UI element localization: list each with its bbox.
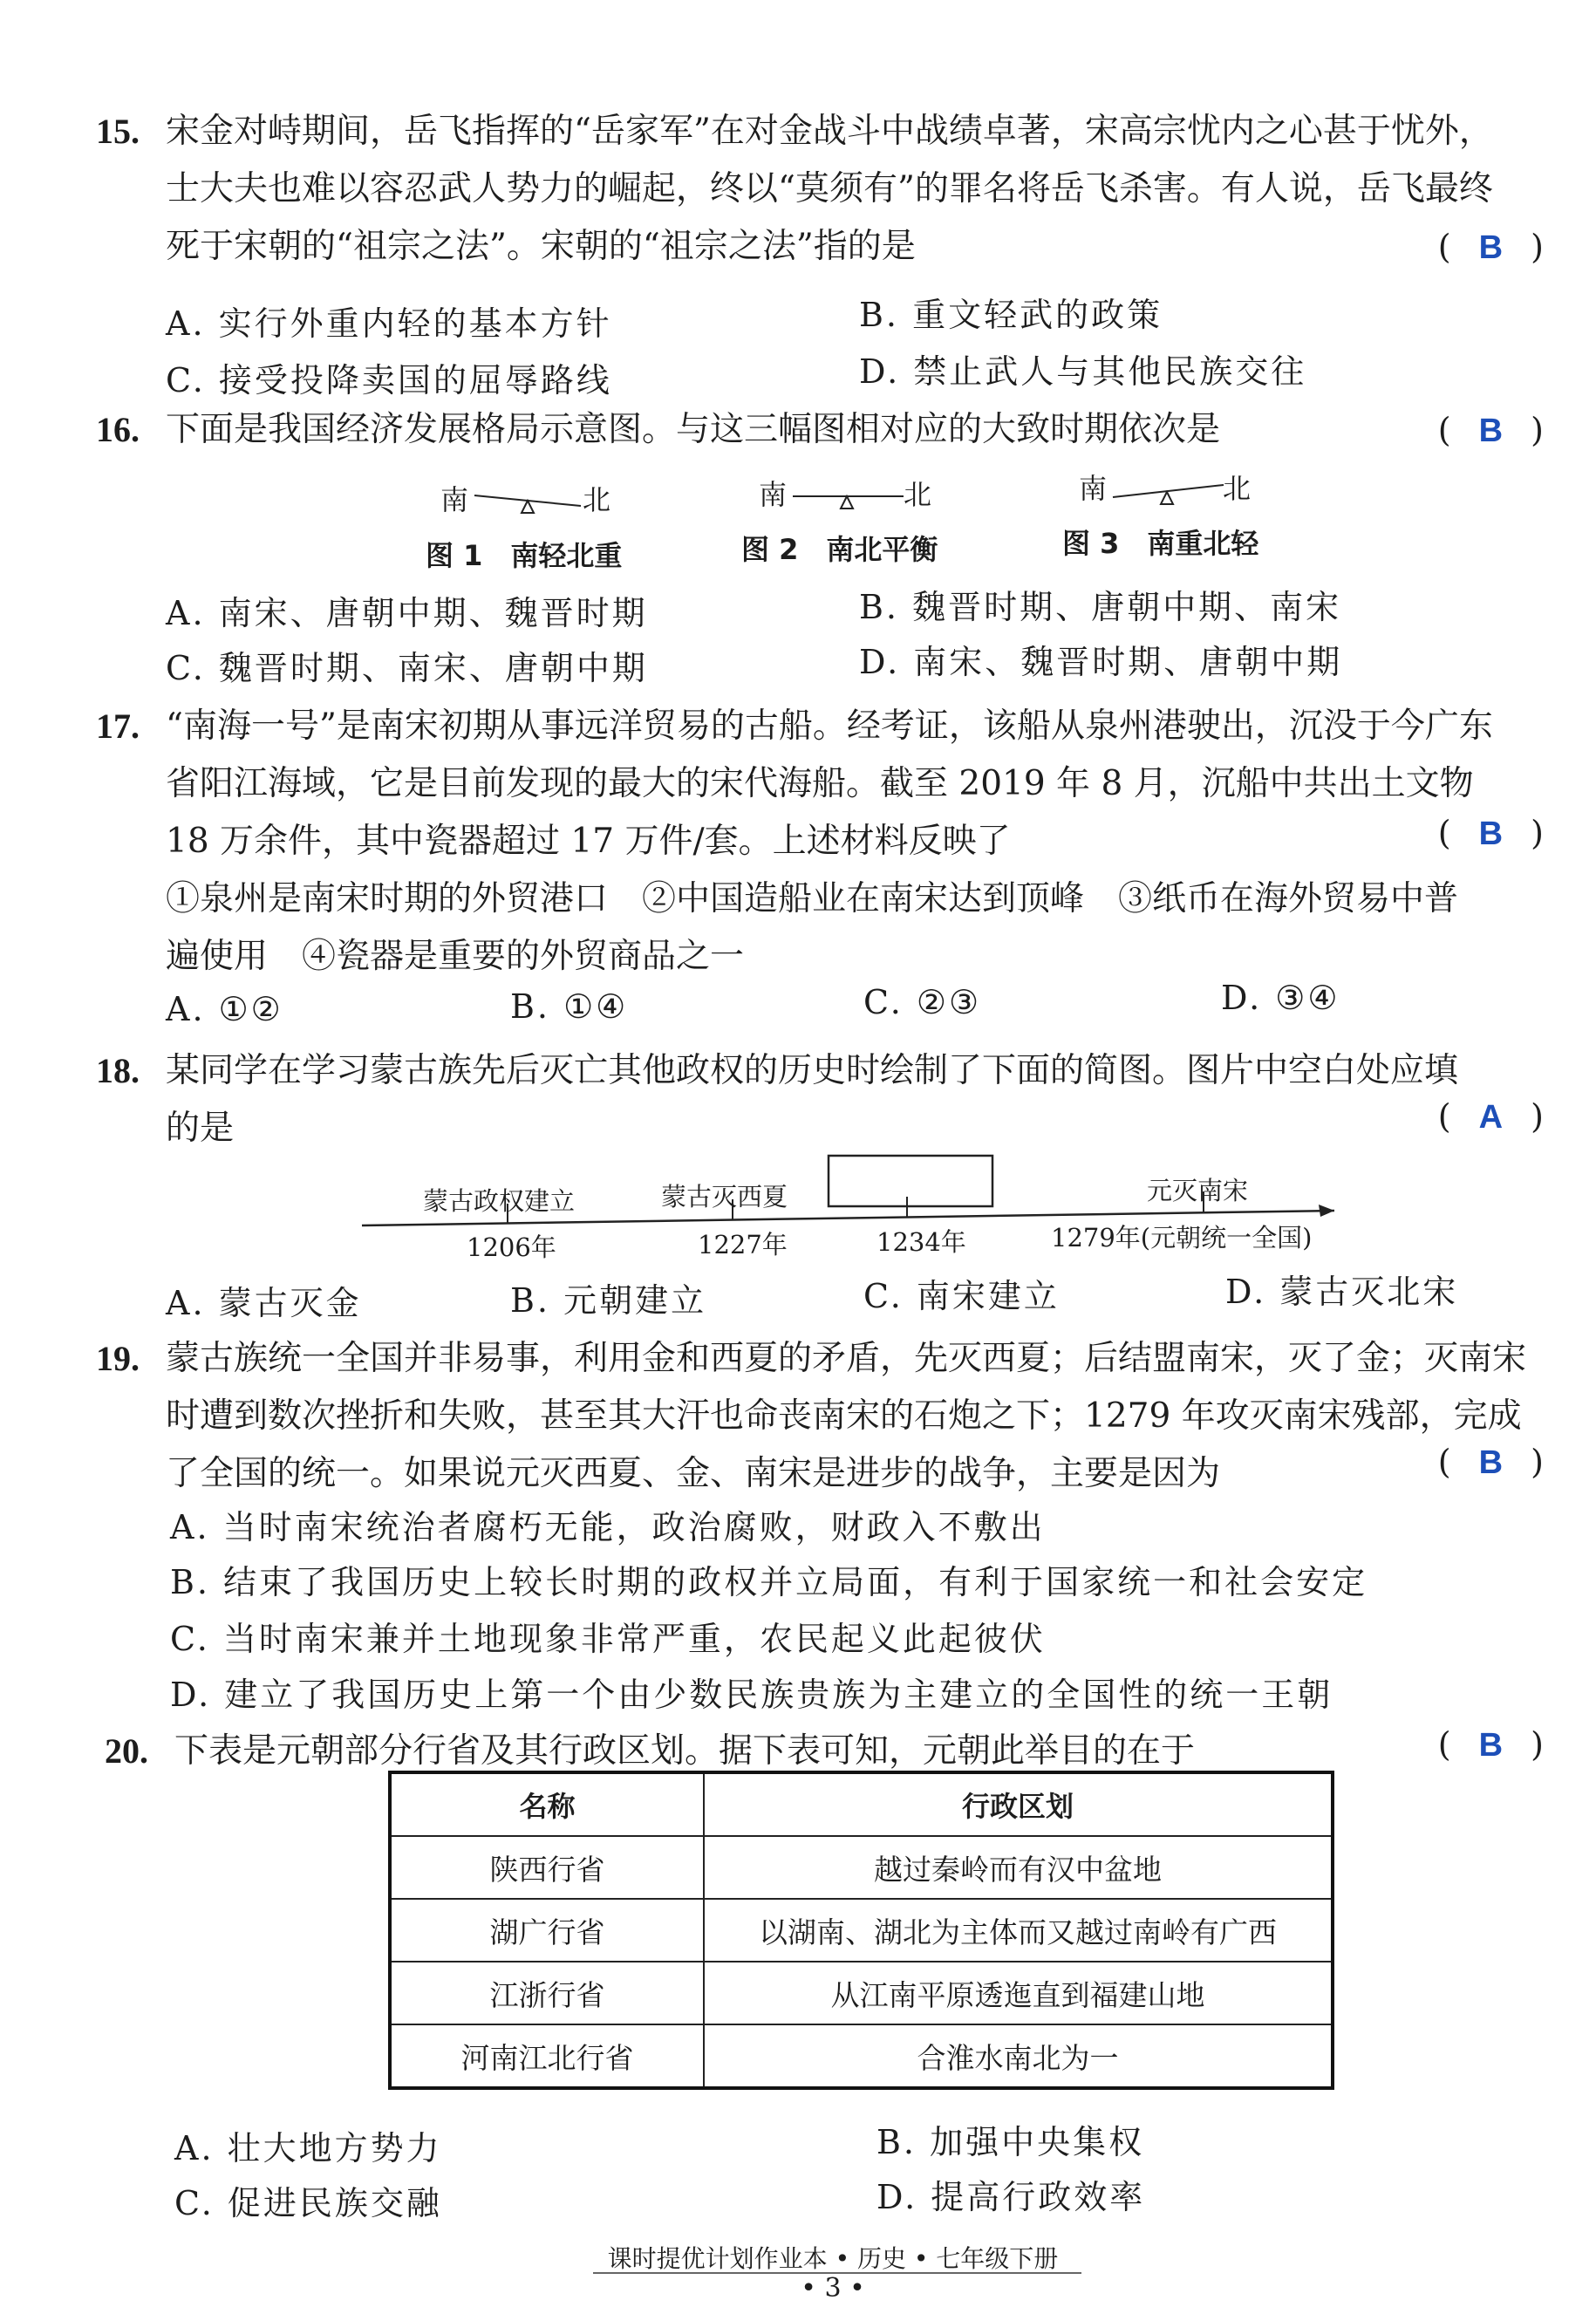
question-19	[96, 1330, 1544, 1503]
option-d: D. 蒙古灭北宋	[1225, 1273, 1459, 1311]
option-d: D. 提高行政效率	[876, 2178, 1146, 2216]
option-b: B. ①④	[510, 987, 629, 1026]
answer-bracket: ( B )	[1437, 814, 1544, 852]
option-c: C. 接受投降卖国的屈辱路线	[166, 361, 612, 399]
question-number: 18.	[96, 1051, 140, 1090]
answer-value: B	[1478, 816, 1504, 852]
table-cell: 江浙行省	[390, 1962, 704, 2024]
north-label: 北	[1223, 472, 1252, 505]
question-18	[96, 1042, 1544, 1157]
timeline-year: 1206年	[467, 1232, 556, 1262]
figure-caption: 图 3 南重北轻	[1062, 527, 1259, 560]
question-number: 15.	[96, 112, 140, 151]
answer-bracket: ( B )	[1437, 1443, 1544, 1481]
option-c: C. 促进民族交融	[174, 2184, 442, 2222]
answer-value: B	[1478, 1727, 1504, 1764]
figure-caption: 图 2 南北平衡	[741, 533, 938, 566]
table-header-row	[390, 1772, 1333, 1836]
question-number: 17.	[96, 706, 140, 746]
table-header: 名称	[390, 1772, 704, 1836]
answer-bracket: ( B )	[1437, 411, 1544, 449]
option-a: A. 南宋、唐朝中期、魏晋时期	[166, 594, 648, 632]
table-header: 行政区划	[704, 1772, 1333, 1836]
south-label: 南	[440, 483, 469, 516]
question-15	[96, 103, 1544, 276]
answer-value: B	[1478, 229, 1504, 266]
option-d: D. ③④	[1221, 979, 1340, 1017]
table-row	[390, 2024, 1333, 2088]
table-cell: 陕西行省	[390, 1836, 704, 1899]
timeline-event-label: 蒙古政权建立	[423, 1186, 576, 1216]
north-label: 北	[904, 478, 932, 511]
timeline-event-label: 元灭南宋	[1147, 1176, 1249, 1205]
question-text: 时遭到数次挫折和失败，甚至其大汗也命丧南宋的石炮之下；1279 年攻灭南宋残部，完成	[166, 1396, 1522, 1436]
option-b: B. 魏晋时期、唐朝中期、南宋	[859, 588, 1342, 626]
province-table	[388, 1771, 1334, 2090]
balance-scale-icon	[789, 484, 907, 512]
figure-caption: 图 1 南轻北重	[426, 539, 623, 572]
question-text: ①泉州是南宋时期的外贸港口 ②中国造船业在南宋达到顶峰 ③纸币在海外贸易中普	[166, 879, 1459, 918]
table-cell: 合淮水南北为一	[704, 2024, 1333, 2088]
answer-value: B	[1478, 1444, 1504, 1481]
timeline-event-label: 蒙古灭西夏	[661, 1182, 788, 1212]
answer-bracket: ( B )	[1437, 1725, 1544, 1764]
table-cell: 湖广行省	[390, 1899, 704, 1962]
option-d: D. 禁止武人与其他民族交往	[859, 352, 1307, 391]
option-c: C. 魏晋时期、南宋、唐朝中期	[166, 649, 648, 687]
answer-bracket: ( A )	[1437, 1097, 1544, 1136]
south-label: 南	[1079, 472, 1108, 505]
table-cell: 从江南平原透迤直到福建山地	[704, 1962, 1333, 2024]
timeline-year: 1279年(元朝统一全国)	[1051, 1223, 1313, 1253]
question-text: 下面是我国经济发展格局示意图。与这三幅图相对应的大致时期依次是	[166, 410, 1221, 449]
answer-value: A	[1478, 1099, 1504, 1136]
table-row	[390, 1836, 1333, 1899]
option-c: C. 南宋建立	[863, 1277, 1060, 1315]
question-text: 省阳江海域，它是目前发现的最大的宋代海船。截至 2019 年 8 月，沉船中共出土文物	[166, 764, 1474, 803]
north-label: 北	[583, 483, 611, 516]
question-text: 死于宋朝的“祖宗之法”。宋朝的“祖宗之法”指的是	[166, 227, 916, 266]
option-b: B. 重文轻武的政策	[859, 296, 1163, 334]
answer-value: B	[1478, 413, 1504, 449]
option-a: A. 实行外重内轻的基本方针	[166, 304, 612, 343]
question-text: 下表是元朝部分行省及其行政区划。据下表可知，元朝此举目的在于	[174, 1731, 1196, 1771]
question-text: “南海一号”是南宋初期从事远洋贸易的古船。经考证，该船从泉州港驶出，沉没于今广东	[166, 706, 1493, 746]
question-text: 士大夫也难以容忍武人势力的崛起，终以“莫须有”的罪名将岳飞杀害。有人说，岳飞最终	[166, 169, 1493, 208]
page-number: • 3 •	[801, 2273, 865, 2304]
question-number: 20.	[105, 1731, 148, 1771]
question-text: 18 万余件，其中瓷器超过 17 万件/套。上述材料反映了	[166, 822, 1011, 861]
question-number: 16.	[96, 410, 140, 449]
option-a: A. 壮大地方势力	[174, 2129, 442, 2167]
question-text: 蒙古族统一全国并非易事，利用金和西夏的矛盾，先灭西夏；后结盟南宋，灭了金；灭南宋	[166, 1339, 1527, 1378]
question-text: 遍使用 ④瓷器是重要的外贸商品之一	[166, 937, 745, 976]
question-17	[96, 698, 1544, 986]
option-c: C. ②③	[863, 983, 982, 1021]
table-cell: 以湖南、湖北为主体而又越过南岭有广西	[704, 1899, 1333, 1962]
option-a: A. ①②	[166, 990, 283, 1028]
option-b: B. 加强中央集权	[876, 2123, 1145, 2161]
option-a: A. 蒙古灭金	[166, 1284, 362, 1322]
question-text: 宋金对峙期间，岳飞指挥的“岳家军”在对金战斗中战绩卓著，宋高宗忧内之心甚于忧外，	[166, 112, 1493, 151]
table-cell: 越过秦岭而有汉中盆地	[704, 1836, 1333, 1899]
table-row	[390, 1899, 1333, 1962]
option-c: C. 当时南宋兼并土地现象非常严重，农民起义此起彼伏	[170, 1620, 1046, 1658]
answer-bracket: ( B )	[1437, 228, 1544, 266]
question-text: 的是	[166, 1109, 235, 1148]
option-d: D. 建立了我国历史上第一个由少数民族贵族为主建立的全国性的统一王朝	[170, 1676, 1333, 1714]
option-b: B. 结束了我国历史上较长时期的政权并立局面，有利于国家统一和社会安定	[170, 1563, 1368, 1601]
balance-scale-icon	[1109, 478, 1227, 508]
question-16	[96, 401, 1544, 459]
question-text: 某同学在学习蒙古族先后灭亡其他政权的历史时绘制了下面的简图。图片中空白处应填	[166, 1051, 1459, 1090]
question-number: 19.	[96, 1339, 140, 1378]
south-label: 南	[759, 478, 788, 511]
timeline-year: 1234年	[876, 1227, 966, 1257]
footer-book-title: 课时提优计划作业本 • 历史 • 七年级下册	[607, 2244, 1059, 2273]
timeline-year: 1227年	[698, 1230, 788, 1259]
table-row	[390, 1962, 1333, 2024]
table-cell: 河南江北行省	[390, 2024, 704, 2088]
option-a: A. 当时南宋统治者腐朽无能，政治腐败，财政入不敷出	[170, 1508, 1046, 1546]
option-d: D. 南宋、魏晋时期、唐朝中期	[859, 643, 1343, 681]
question-text: 了全国的统一。如果说元灭西夏、金、南宋是进步的战争，主要是因为	[166, 1454, 1221, 1493]
balance-scale-icon	[471, 488, 584, 516]
option-b: B. 元朝建立	[510, 1281, 707, 1320]
